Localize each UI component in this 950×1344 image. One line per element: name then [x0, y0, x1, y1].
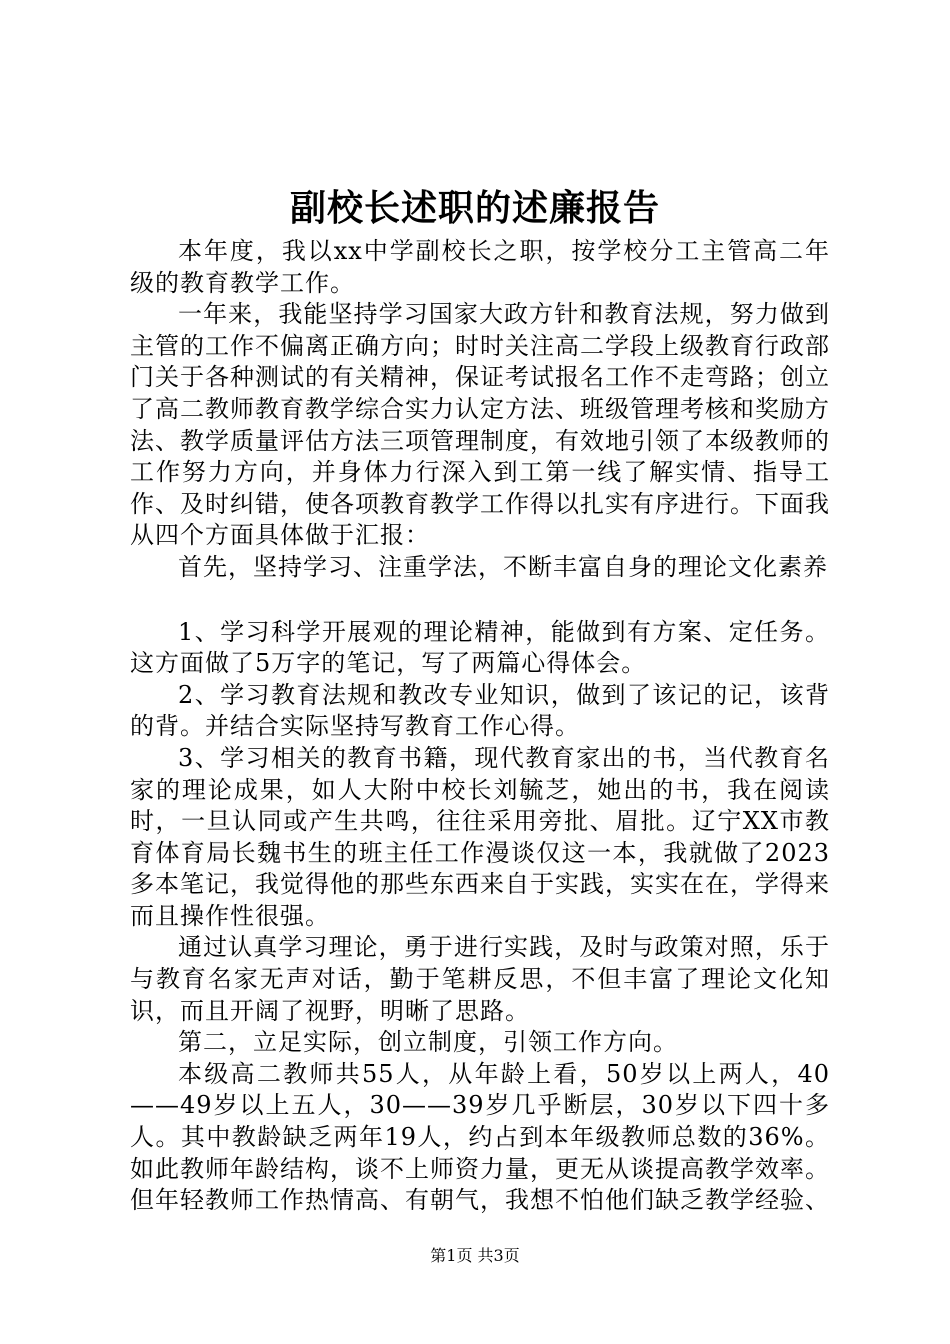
section-heading-first: 首先，坚持学习、注重学法，不断丰富自身的理论文化素养	[178, 552, 828, 581]
blank-line	[130, 584, 830, 617]
document-title: 副校长述职的述廉报告	[289, 187, 660, 229]
list-item-2: 2、学习教育法规和教改专业知识，做到了该记的记，该背的背。并结合实际坚持写教育工作心得。	[130, 680, 830, 741]
paragraph-overview: 一年来，我能坚持学习国家大政方针和教育法规，努力做到主管的工作不偏离正确方向；时时关注高二学段上级教育行政部门关于各种测试的有关精神，保证考试报名工作不走弯路；创立了高二教师教育教学综合实力认定方法、班级管理考核和奖励方法、教学质量评估方法三项管理制度，有效地引领了本级教师的工作努力方向，并身体力行深入到工第一线了解实情、指导工作、及时纠错，使各项教育教学工作得以扎实有序进行。下面我从四个方面具体做于汇报：	[130, 300, 830, 550]
document-body	[130, 236, 830, 1217]
page-number: 第1页 共3页	[430, 1246, 520, 1265]
paragraph-intro: 本年度，我以xx中学副校长之职，按学校分工主管高二年级的教育教学工作。	[130, 237, 830, 297]
paragraph-summary: 通过认真学习理论，勇于进行实践，及时与政策对照，乐于与教育名家无声对话，勤于笔耕反思，不但丰富了理论文化知识，而且开阔了视野，明晰了思路。	[130, 933, 830, 1025]
paragraph-teachers: 本级高二教师共55人，从年龄上看，50岁以上两人，40——49岁以上五人，30——39岁几乎断层，30岁以下四十多人。其中教龄缺乏两年19人，约占到本年级教师总数的36%。如此教师年龄结构，谈不上师资力量，更无从谈提高教学效率。但年轻教师工作热情高、有朝气，我想不怕他们缺乏教学经验、	[130, 1059, 830, 1215]
list-item-1: 1、学习科学开展观的理论精神，能做到有方案、定任务。这方面做了5万字的笔记，写了两篇心得体会。	[130, 617, 830, 678]
list-item-3: 3、学习相关的教育书籍，现代教育家出的书，当代教育名家的理论成果，如人大附中校长刘毓芝，她出的书，我在阅读时，一旦认同或产生共鸣，往往采用旁批、眉批。辽宁XX市教育体育局长魏书生的班主任工作漫谈仅这一本，我就做了2023多本笔记，我觉得他的那些东西来自于实践，实实在在，学得来而且操作性很强。	[130, 743, 830, 930]
section-heading-second: 第二，立足实际，创立制度，引领工作方向。	[178, 1028, 678, 1057]
